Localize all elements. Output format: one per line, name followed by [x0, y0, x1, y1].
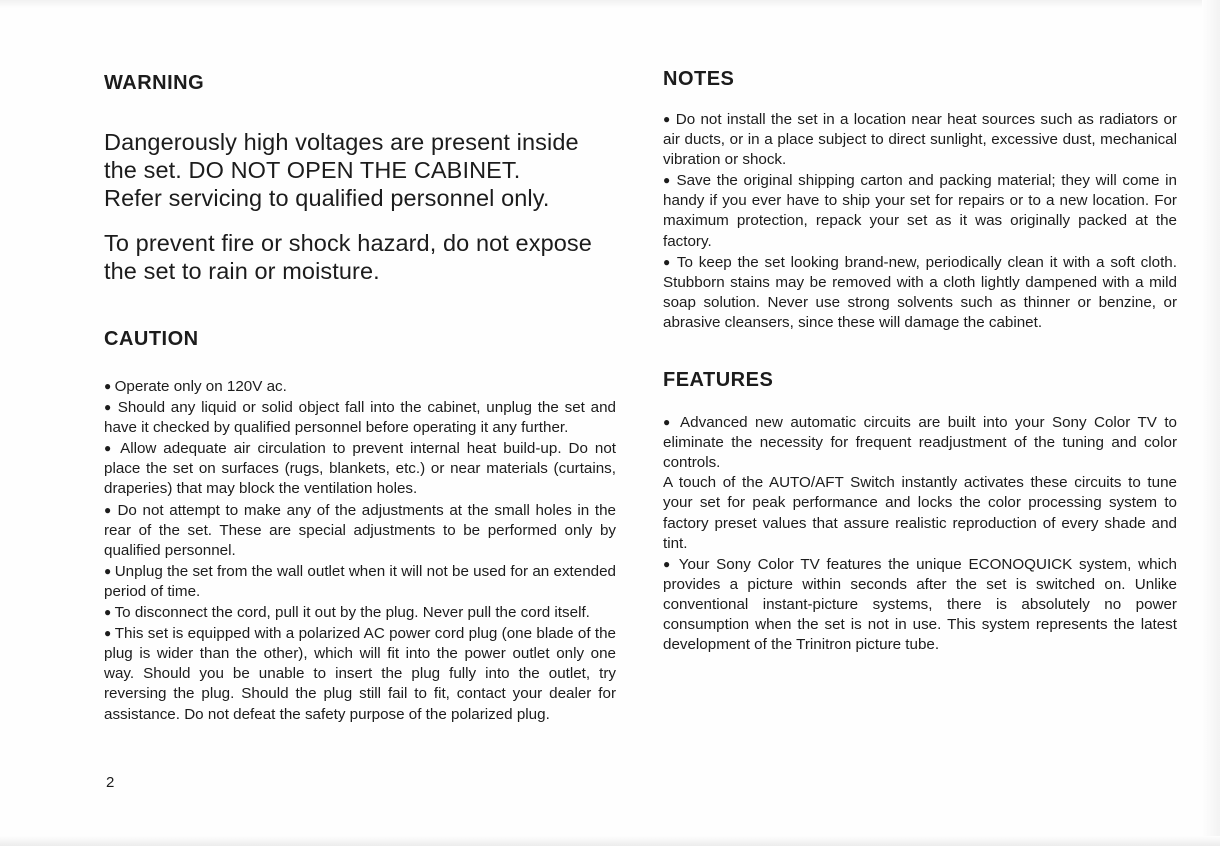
caution-item: ● Do not attempt to make any of the adjustments at the small holes in the rear of the set. These are special adjustments to be performed only by qualified personnel.: [104, 500, 616, 561]
warning-servicing-text: Refer servicing to qualified personnel only.: [104, 185, 550, 211]
caution-item: ● Should any liquid or solid object fall into the cabinet, unplug the set and have it checked by qualified personnel before operating it any further.: [104, 397, 616, 438]
features-paragraph: A touch of the AUTO/AFT Switch instantly activates these circuits to tune your set for peak performance and locks the color processing system to factory preset values that assure realistic reproduction of every shade and tint.: [663, 474, 1177, 552]
notes-item: ● Do not install the set in a location near heat sources such as radiators or air ducts, or in a place subject to direct sunlight, excessive dust, mechanical vibration or shock.: [663, 109, 1177, 170]
page-number: 2: [106, 774, 115, 791]
warning-title: WARNING: [104, 72, 205, 94]
warning-moisture-text: To prevent fire or shock hazard, do not expose the set to rain or moisture.: [104, 230, 592, 284]
notes-list: [663, 109, 1177, 333]
caution-item: ● Unplug the set from the wall outlet when it will not be used for an extended period of time.: [104, 561, 616, 602]
caution-list: [104, 376, 616, 725]
notes-title: NOTES: [663, 68, 735, 90]
page-edge-right: [1202, 0, 1220, 846]
left-column: [104, 72, 616, 725]
notes-item: ● To keep the set looking brand-new, periodically clean it with a soft cloth. Stubborn stains may be removed with a cloth lightly dampened with a mild soap solution. Never use strong solvents such as thinner or benzine, or abrasive cleansers, since these will damage the cabinet.: [663, 252, 1177, 333]
page-edge-bottom: [0, 836, 1220, 846]
notes-item: ● Save the original shipping carton and packing material; they will come in handy if you ever have to ship your set for repairs or to a new location. For maximum protection, repack your set as it was originally packed at the factory.: [663, 170, 1177, 251]
caution-item: ● This set is equipped with a polarized AC power cord plug (one blade of the plug is wider than the other), which will fit into the power outlet only one way. Should you be unable to insert the plug fully into the outlet, try reversing the plug. Should the plug still fail to fit, contact your dealer for assistance. Do not defeat the safety purpose of the polarized plug.: [104, 623, 616, 724]
caution-title: CAUTION: [104, 328, 199, 350]
caution-item: ● Allow adequate air circulation to prevent internal heat build-up. Do not place the set on surfaces (rugs, blankets, etc.) or near materials (curtains, draperies) that may block the ventilation holes.: [104, 438, 616, 499]
features-text: [663, 412, 1177, 655]
caution-item: ● To disconnect the cord, pull it out by the plug. Never pull the cord itself.: [104, 602, 616, 623]
right-column: [663, 68, 1177, 655]
features-paragraph: ● Advanced new automatic circuits are built into your Sony Color TV to eliminate the necessity for frequent readjustment of the tuning and color controls.: [663, 412, 1177, 473]
page-edge-top: [0, 0, 1220, 8]
warning-voltage-text: Dangerously high voltages are present inside the set. DO NOT OPEN THE CABINET.: [104, 129, 579, 183]
features-paragraph: ● Your Sony Color TV features the unique ECONOQUICK system, which provides a picture within seconds after the set is switched on. Unlike conventional instant-picture systems, there is absolutely no power consumption when the set is not in use. This system represents the latest development of the Trinitron picture tube.: [663, 554, 1177, 655]
features-title: FEATURES: [663, 369, 774, 392]
caution-item: ● Operate only on 120V ac.: [104, 376, 616, 397]
